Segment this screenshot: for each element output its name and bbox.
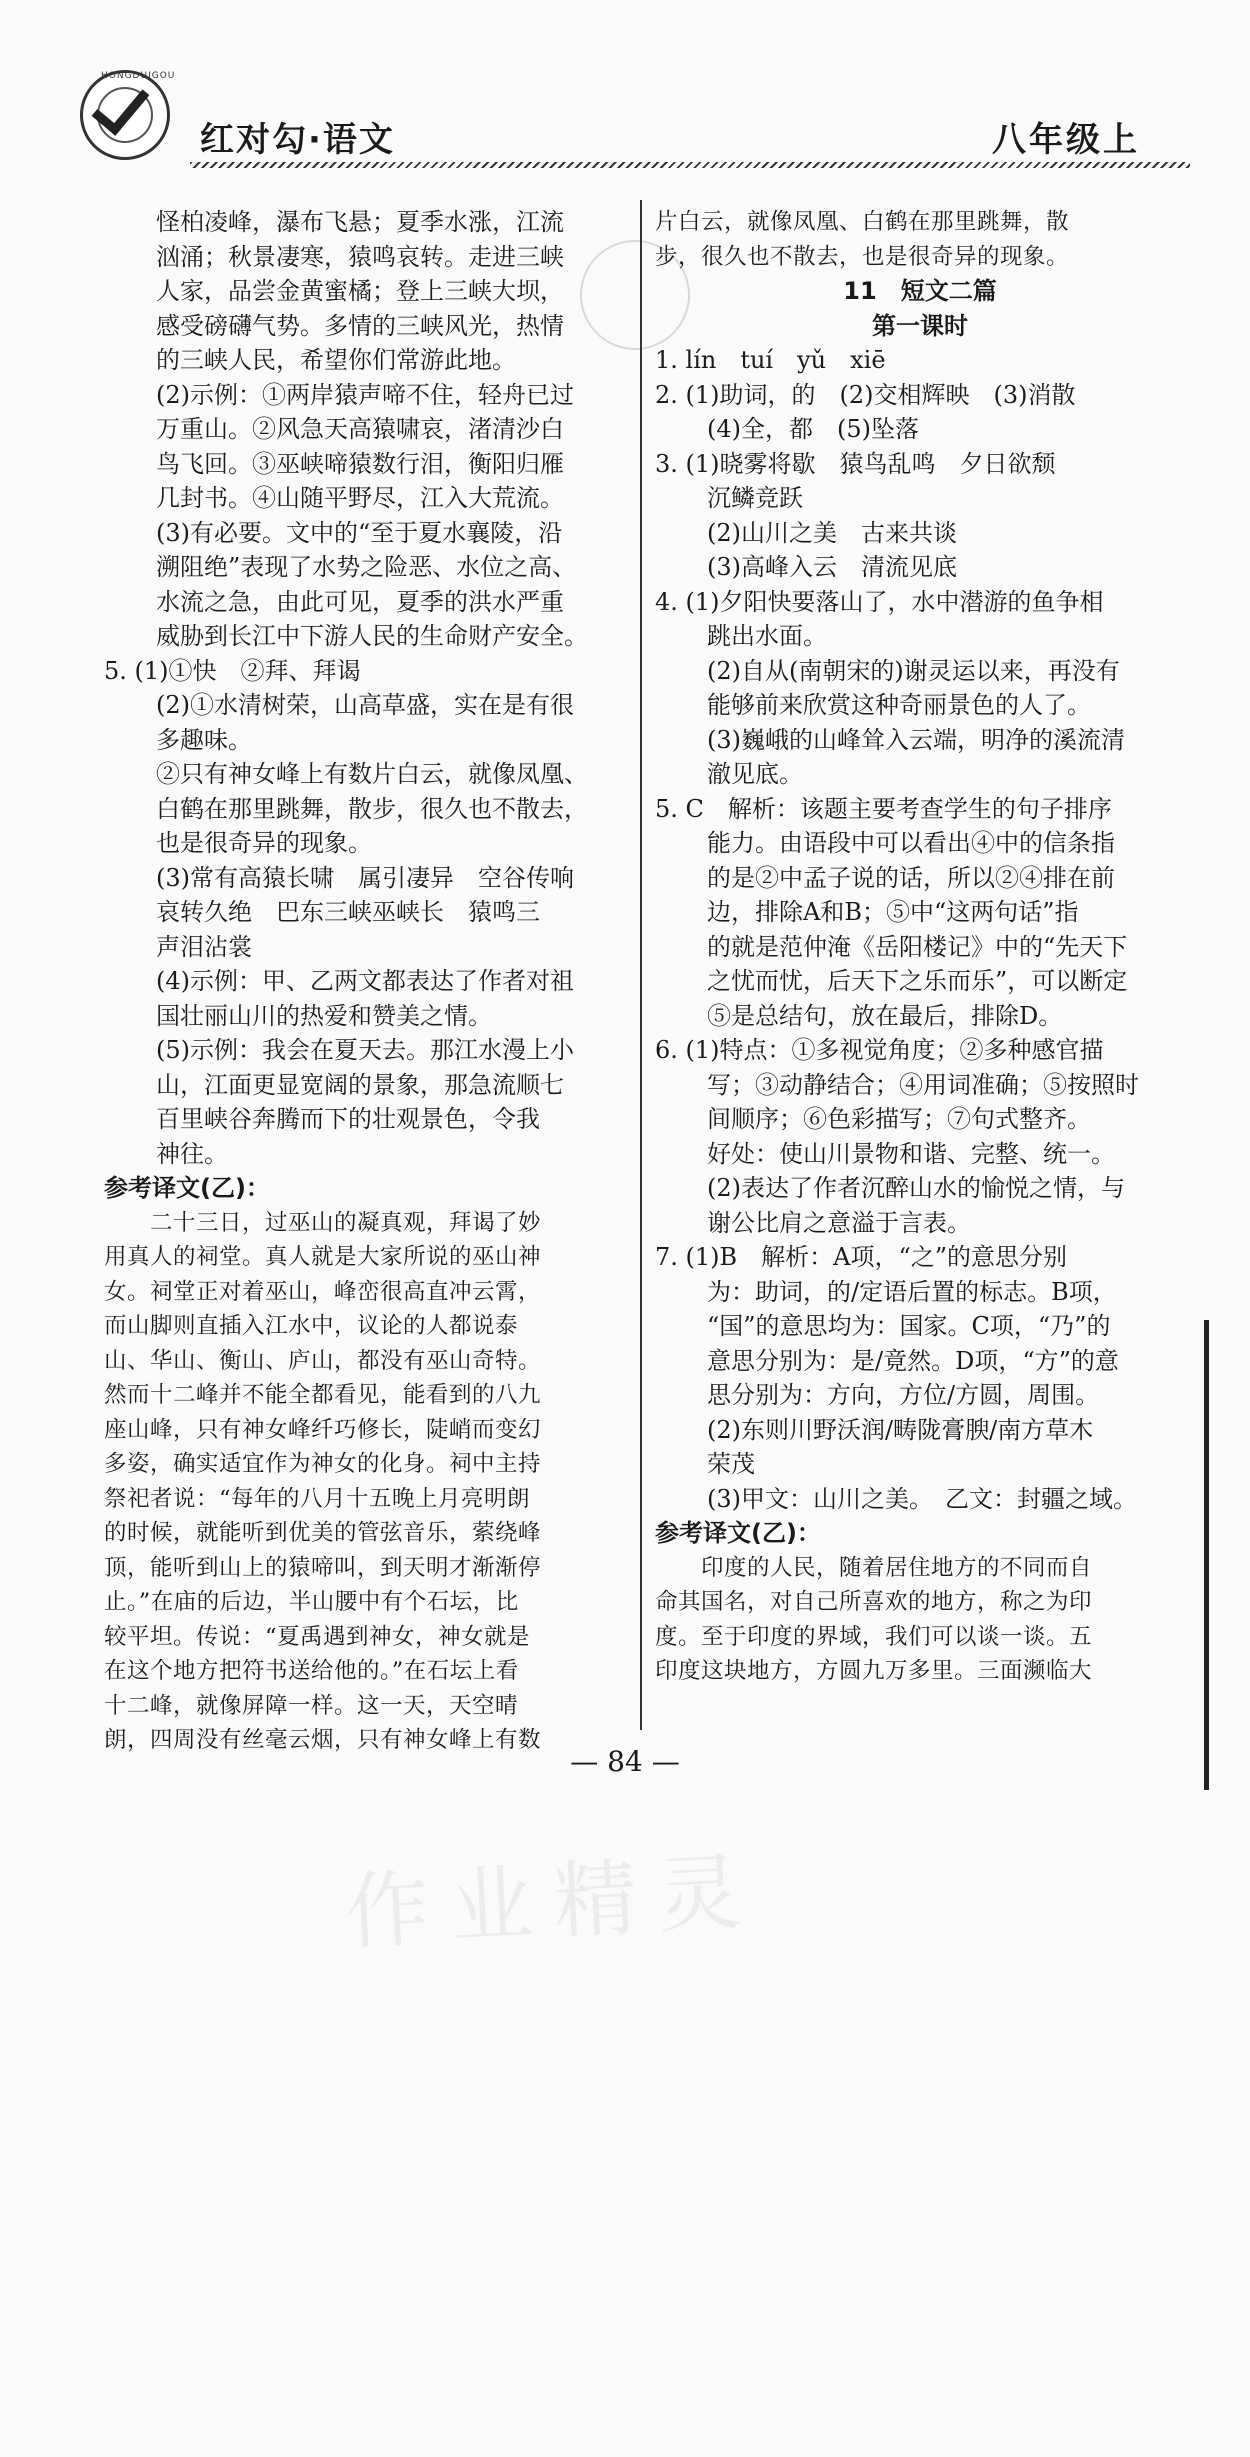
text-line: (2)自从(南朝宋的)谢灵运以来，再没有: [707, 656, 1120, 685]
text-line: 间顺序；⑥色彩描写；⑦句式整齐。: [707, 1105, 1091, 1133]
brand-title: 红对勾·语文: [200, 120, 395, 160]
page-header: [80, 70, 1180, 160]
text-line: 写；③动静结合；④用词准确；⑤按照时: [707, 1070, 1139, 1099]
left-column: [104, 205, 632, 1758]
grade-label: 八年级上: [992, 120, 1140, 160]
text-line: 沉鳞竞跃: [707, 484, 803, 512]
text-line: (2)东则川野沃润/畴陇膏腴/南方草木: [707, 1415, 1094, 1444]
text-line: 的就是范仲淹《岳阳楼记》中的“先天下: [707, 932, 1128, 961]
text-line: 好处：使山川景物和谐、完整、统一。: [707, 1139, 1115, 1168]
text-line: (3)甲文：山川之美。 乙文：封疆之域。: [707, 1484, 1137, 1513]
text-line: (3)常有高猿长啸 属引凄异 空谷传响: [156, 863, 574, 892]
text-line: (2)山川之美 古来共谈: [707, 518, 957, 547]
page-edge-bar: [1204, 1320, 1209, 1790]
text-line: 2. (1)助词，的 (2)交相辉映 (3)消散: [655, 380, 1076, 409]
text-line: 而山脚则直插入江水中，议论的人都说泰: [104, 1313, 519, 1339]
text-line: 较平坦。传说：“夏禹遇到神女，神女就是: [104, 1623, 531, 1650]
text-line: 印度的人民，随着居住地方的不同而自: [655, 1554, 1093, 1581]
text-line: 人家，品尝金黄蜜橘；登上三峡大坝，: [156, 277, 564, 305]
text-line: (3)有必要。文中的“至于夏水襄陵，沿: [156, 518, 563, 547]
text-line: 万重山。②风急天高猿啸哀，渚清沙白: [156, 415, 564, 443]
text-line: 几封书。④山随平野尽，江入大荒流。: [156, 484, 564, 512]
text-line: 澈见底。: [707, 760, 803, 788]
text-line: 溯阻绝”表现了水势之险恶、水位之高、: [156, 553, 577, 581]
text-line: 哀转久绝 巴东三峡巫峡长 猿鸣三: [156, 898, 540, 926]
translation-heading: 参考译文(乙)：: [104, 1174, 270, 1202]
text-line: (4)示例：甲、乙两文都表达了作者对祖: [156, 967, 574, 995]
section-subtitle: 第一课时: [872, 311, 968, 340]
text-line: 十二峰，就像屏障一样。这一天，天空晴: [104, 1692, 519, 1719]
text-line: 谢公比肩之意溢于言表。: [707, 1208, 971, 1237]
text-line: 怪柏凌峰，瀑布飞悬；夏季水涨，江流: [156, 208, 564, 236]
text-line: 6. (1)特点：①多视觉角度；②多种感官描: [655, 1036, 1104, 1064]
text-line: 在这个地方把符书送给他的。”在石坛上看: [104, 1658, 519, 1684]
text-line: 女。祠堂正对着巫山，峰峦很高直冲云霄，: [104, 1278, 542, 1305]
text-line: 步，很久也不散去，也是很奇异的现象。: [655, 243, 1070, 270]
text-line: (3)高峰入云 清流见底: [707, 553, 957, 581]
text-line: 祭祀者说：“每年的八月十五晚上月亮明朗: [104, 1485, 531, 1512]
text-line: “国”的意思均为：国家。C项，“乃”的: [707, 1312, 1111, 1340]
text-line: 印度这块地方，方圆九万多里。三面濒临大: [655, 1658, 1093, 1684]
text-line: 跳出水面。: [707, 622, 827, 650]
text-line: 片白云，就像凤凰、白鹤在那里跳舞，散: [655, 209, 1070, 235]
page-number: — 84 —: [570, 1745, 680, 1778]
text-line: 神往。: [156, 1139, 228, 1168]
text-line: 边，排除A和B；⑤中“这两句话”指: [707, 898, 1079, 926]
text-line: ⑤是总结句，放在最后，排除D。: [707, 1001, 1063, 1030]
text-line: 4. (1)夕阳快要落山了，水中潜游的鱼争相: [655, 587, 1104, 616]
text-line: 多姿，确实适宜作为神女的化身。祠中主持: [104, 1451, 542, 1477]
text-line: 为：助词，的/定语后置的标志。B项，: [707, 1277, 1117, 1306]
text-line: 座山峰，只有神女峰纤巧修长，陡峭而变幻: [104, 1416, 542, 1443]
text-line: (4)全，都 (5)坠落: [707, 415, 919, 443]
text-line: (5)示例：我会在夏天去。那江水漫上小: [156, 1036, 574, 1064]
column-divider: [640, 200, 642, 1730]
text-line: 顶，能听到山上的猿啼叫，到天明才渐渐停: [104, 1554, 542, 1581]
logo-ring-text: HONGDUIGOU: [101, 71, 176, 81]
translation-heading: 参考译文(乙)：: [655, 1519, 821, 1547]
text-line: 思分别为：方向，方位/方圆，周围。: [707, 1381, 1100, 1409]
text-line: 山，江面更显宽阔的景象，那急流顺七: [156, 1070, 564, 1099]
text-line: 白鹤在那里跳舞，散步，很久也不散去，: [156, 794, 588, 823]
text-line: 荣茂: [707, 1450, 755, 1478]
text-line: (2)示例：①两岸猿声啼不住，轻舟已过: [156, 380, 574, 409]
watermark: 作业精灵: [343, 1842, 764, 1962]
text-line: 声泪沾裳: [156, 932, 252, 961]
text-line: 百里峡谷奔腾而下的壮观景色，令我: [156, 1105, 540, 1133]
text-line: 7. (1)B 解析：A项，“之”的意思分别: [655, 1243, 1068, 1271]
text-line: 5. C 解析：该题主要考查学生的句子排序: [655, 794, 1112, 823]
text-line: 二十三日，过巫山的凝真观，拜谒了妙: [104, 1209, 542, 1236]
text-line: 国壮丽山川的热爱和赞美之情。: [156, 1001, 492, 1030]
text-line: 的三峡人民，希望你们常游此地。: [156, 346, 516, 374]
text-line: 止。”在庙的后边，半山腰中有个石坛，比: [104, 1589, 519, 1615]
text-line: 之忧而忧，后天下之乐而乐”，可以断定: [707, 967, 1128, 995]
text-line: (2)①水清树荣，山高草盛，实在是有很: [156, 691, 574, 719]
text-line: 1. lín tuí yǔ xiē: [655, 346, 886, 374]
text-line: 感受磅礴气势。多情的三峡风光，热情: [156, 311, 564, 340]
text-line: 水流之急，由此可见，夏季的洪水严重: [156, 587, 564, 616]
text-line: 能够前来欣赏这种奇丽景色的人了。: [707, 691, 1091, 719]
text-line: 能力。由语段中可以看出④中的信条指: [707, 829, 1115, 857]
text-line: 用真人的祠堂。真人就是大家所说的巫山神: [104, 1244, 542, 1270]
right-column: [655, 205, 1185, 1689]
text-line: 多趣味。: [156, 725, 252, 754]
text-line: 汹涌；秋景凄寒，猿鸣哀转。走进三峡: [156, 242, 564, 271]
brand-logo: [80, 70, 176, 160]
text-line: (2)表达了作者沉醉山水的愉悦之情，与: [707, 1174, 1125, 1202]
text-line: 命其国名，对自己所喜欢的地方，称之为印: [655, 1589, 1093, 1615]
text-line: 5. (1)①快 ②拜、拜谒: [104, 656, 361, 685]
text-line: 的是②中孟子说的话，所以②④排在前: [707, 863, 1115, 892]
text-line: 度。至于印度的界域，我们可以谈一谈。五: [655, 1623, 1093, 1650]
text-line: ②只有神女峰上有数片白云，就像凤凰、: [156, 760, 588, 788]
text-line: 3. (1)晓雾将歇 猿鸟乱鸣 夕日欲颓: [655, 449, 1056, 478]
section-title: 11 短文二篇: [843, 277, 997, 305]
text-line: 威胁到长江中下游人民的生命财产安全。: [156, 622, 588, 650]
text-line: 也是很奇异的现象。: [156, 829, 372, 857]
text-line: 山、华山、衡山、庐山，都没有巫山奇特。: [104, 1347, 542, 1374]
text-line: 意思分别为：是/竟然。D项，“方”的意: [707, 1346, 1119, 1375]
header-rule: [190, 162, 1190, 168]
text-line: 的时候，就能听到优美的管弦音乐，萦绕峰: [104, 1520, 542, 1546]
text-line: 然而十二峰并不能全都看见，能看到的八九: [104, 1382, 542, 1408]
text-line: (3)巍峨的山峰耸入云端，明净的溪流清: [707, 725, 1125, 754]
text-line: 朗，四周没有丝毫云烟，只有神女峰上有数: [104, 1727, 542, 1753]
text-line: 鸟飞回。③巫峡啼猿数行泪，衡阳归雁: [156, 449, 564, 478]
